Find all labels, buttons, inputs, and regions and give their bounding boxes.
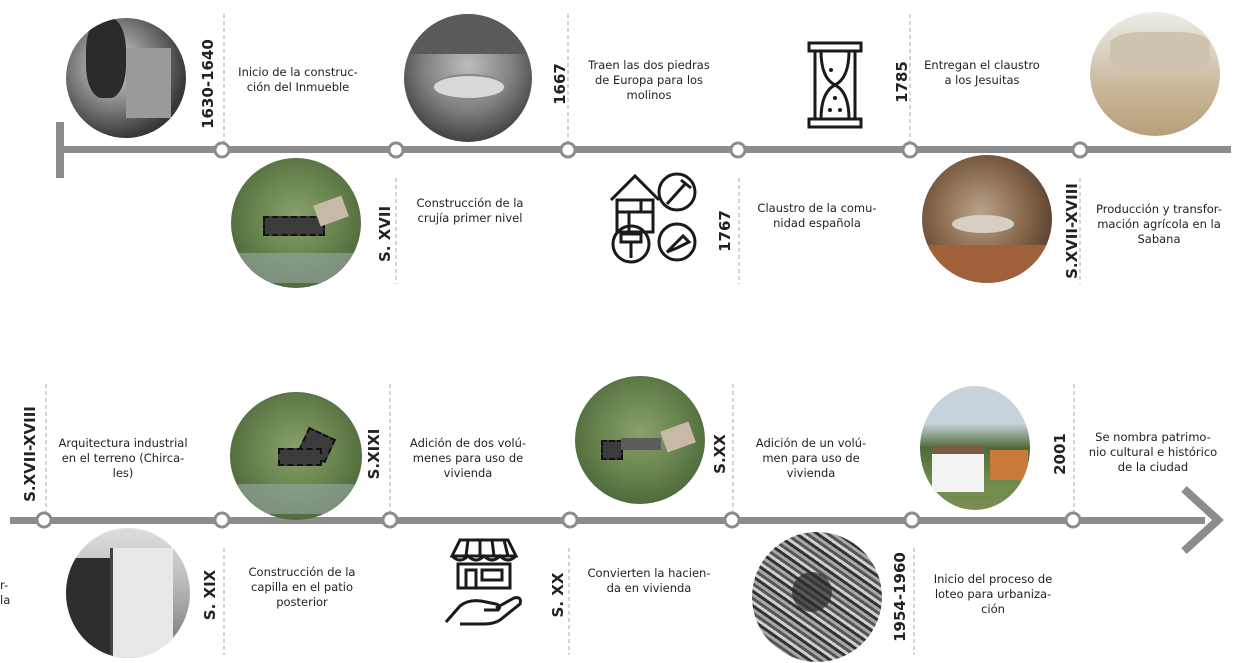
- date-label: 1767: [716, 210, 734, 252]
- event-description: Construcción de la crujía primer nivel: [416, 196, 524, 225]
- photo-church-chapel: [66, 528, 190, 658]
- photo-mill-interior: [922, 155, 1052, 283]
- timeline-2-line: [10, 517, 1205, 524]
- event-description: Se nombra patrimo- nio cultural e histórico de la ciudad: [1088, 430, 1218, 474]
- date-label: S. XX: [549, 572, 567, 618]
- photo-colonial-house: [920, 386, 1030, 510]
- node: [1073, 143, 1087, 157]
- event-description: Claustro de la comu- nidad española: [757, 201, 877, 230]
- node: [563, 513, 577, 527]
- node: [37, 513, 51, 527]
- date-label: S.XIXI: [365, 428, 383, 480]
- date-label: S. XIX: [201, 569, 219, 621]
- event-description: Inicio del proceso de loteo para urbaniza- ción: [933, 572, 1053, 616]
- date-label: 1667: [551, 63, 569, 105]
- node: [383, 513, 397, 527]
- event-description: Convierten la hacien- da en vivienda: [587, 566, 711, 595]
- node: [1066, 513, 1080, 527]
- node: [905, 513, 919, 527]
- date-label: 1954-1960: [891, 552, 909, 642]
- cut-off-text: r- la: [0, 578, 11, 607]
- hourglass-icon: [805, 40, 865, 130]
- event-description: Inicio de la construc- ción del Inmueble: [238, 65, 358, 94]
- construction-tools-icon: [607, 170, 703, 266]
- node: [561, 143, 575, 157]
- photo-satellite-site-3: [575, 376, 705, 504]
- event-description: Construcción de la capilla en el patio posterior: [248, 565, 356, 609]
- event-description: Entregan el claustro a los Jesuitas: [924, 58, 1040, 87]
- node: [215, 513, 229, 527]
- date-label: 2001: [1051, 433, 1069, 475]
- photo-satellite-site-2: [230, 392, 362, 520]
- photo-ruins-landscape: [1090, 12, 1220, 136]
- date-label: S. XVII: [376, 205, 394, 263]
- house-in-hand-icon: [440, 536, 528, 632]
- date-label: 1630-1640: [199, 39, 217, 129]
- node: [903, 143, 917, 157]
- event-description: Adición de dos volú- menes para uso de vivienda: [409, 436, 527, 480]
- timeline-1-line: [56, 146, 1231, 153]
- date-label: 1785: [893, 61, 911, 103]
- timeline-1-start-cap: [56, 122, 64, 178]
- node: [215, 143, 229, 157]
- event-description: Arquitectura industrial en el terreno (Chirca- les): [58, 436, 188, 480]
- node: [731, 143, 745, 157]
- node: [725, 513, 739, 527]
- photo-satellite-site-1: [231, 158, 361, 288]
- photo-aerial-urban: [752, 532, 882, 662]
- node: [389, 143, 403, 157]
- photo-millstone: [404, 14, 532, 142]
- event-description: Adición de un volú- men para uso de vivienda: [755, 436, 867, 480]
- date-label: S.XVII-XVIII: [1063, 183, 1081, 279]
- event-description: Traen las dos piedras de Europa para los molinos: [588, 58, 710, 102]
- event-description: Producción y transfor- mación agrícola en la Sabana: [1096, 202, 1222, 246]
- date-label: S.XVII-XVIII: [21, 406, 39, 502]
- date-label: S.XX: [711, 434, 729, 474]
- photo-historic-building: [66, 18, 186, 138]
